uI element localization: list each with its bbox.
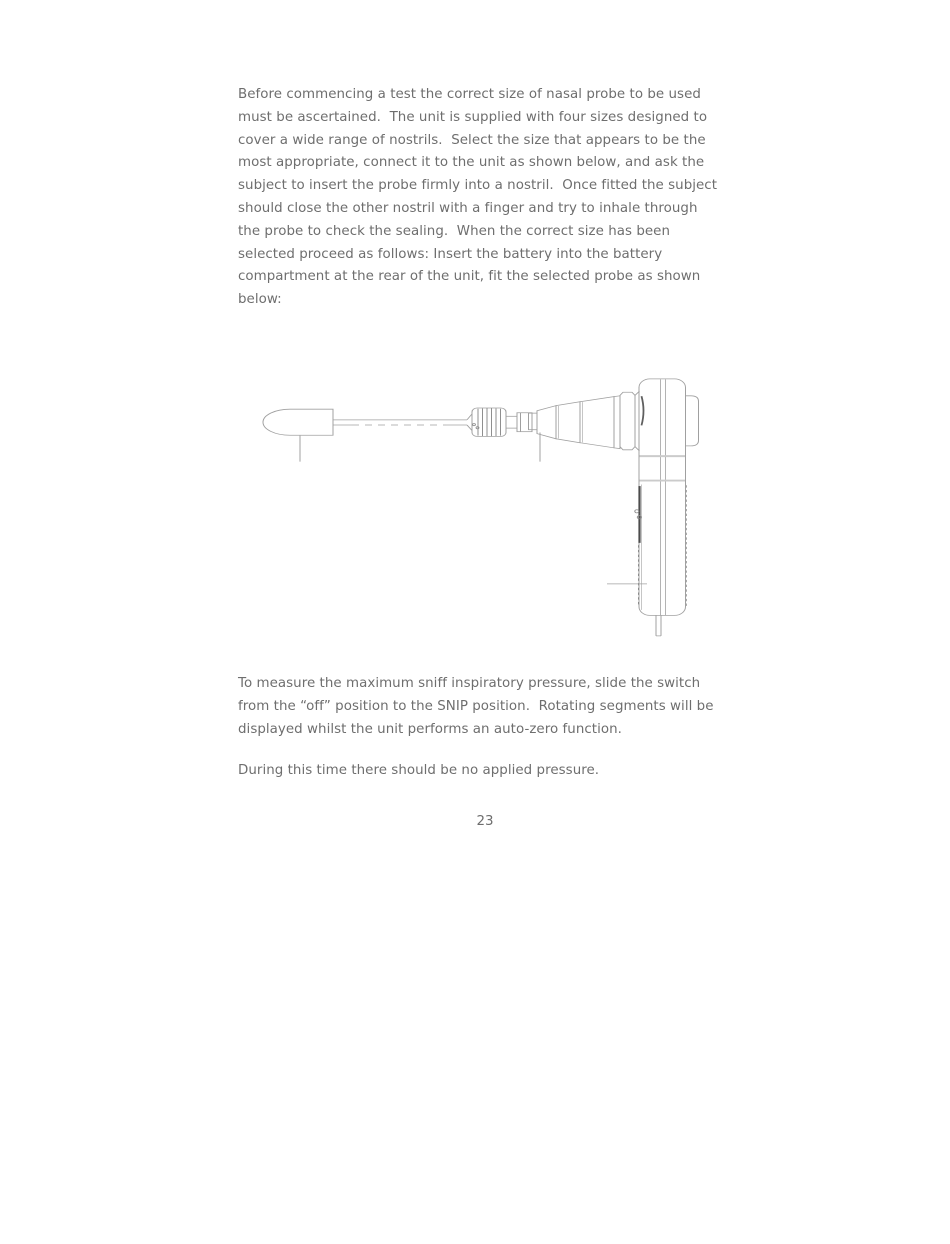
text-line: During this time there should be no applied pressure. xyxy=(238,763,600,778)
text-line: most appropriate, connect it to the unit as shown below, and ask the xyxy=(238,155,705,171)
text-line: should close the other nostril with a finger and try to inhale through xyxy=(238,200,698,216)
text-line: cover a wide range of nostrils. Select the size that appears to be the xyxy=(238,132,706,148)
socket-shadow-arc xyxy=(642,396,644,425)
text-line: compartment at the rear of the unit, fit the selected probe as shown xyxy=(238,269,701,285)
tubing xyxy=(333,414,472,431)
paragraph-probe-selection xyxy=(238,84,717,312)
paragraph-no-pressure-note xyxy=(238,760,599,783)
text-line: from the “off” position to the SNIP position. Rotating segments will be xyxy=(238,698,714,714)
strap-tail xyxy=(656,615,661,636)
nasal-probe xyxy=(263,409,333,435)
text-line: To measure the maximum sniff inspiratory pressure, slide the switch xyxy=(238,676,701,691)
paragraph-snip-measurement xyxy=(238,673,714,741)
slide-switch xyxy=(635,486,642,543)
text-line: the probe to check the sealing. When the correct size has been xyxy=(238,223,670,239)
text-line: Before commencing a test the correct size of nasal probe to be used xyxy=(238,87,701,102)
body-seam-lines xyxy=(661,379,666,615)
luer-lock-connector xyxy=(472,408,506,436)
text-line: selected proceed as follows: Insert the battery into the battery xyxy=(238,246,663,262)
text-line: below: xyxy=(238,292,282,308)
device-diagram xyxy=(250,330,720,680)
text-line: must be ascertained. The unit is supplied with four sizes designed to xyxy=(238,109,708,125)
page-number: 23 xyxy=(476,814,494,829)
meter-body xyxy=(639,379,699,616)
text-line: subject to insert the probe firmly into a nostril. Once fitted the subject xyxy=(238,178,718,194)
thumb-rest-bump xyxy=(686,396,699,446)
cone-adapter xyxy=(529,396,621,449)
meter-collar xyxy=(620,391,640,451)
text-line: displayed whilst the unit performs an auto-zero function. xyxy=(238,721,622,737)
grip-texture xyxy=(639,485,687,606)
